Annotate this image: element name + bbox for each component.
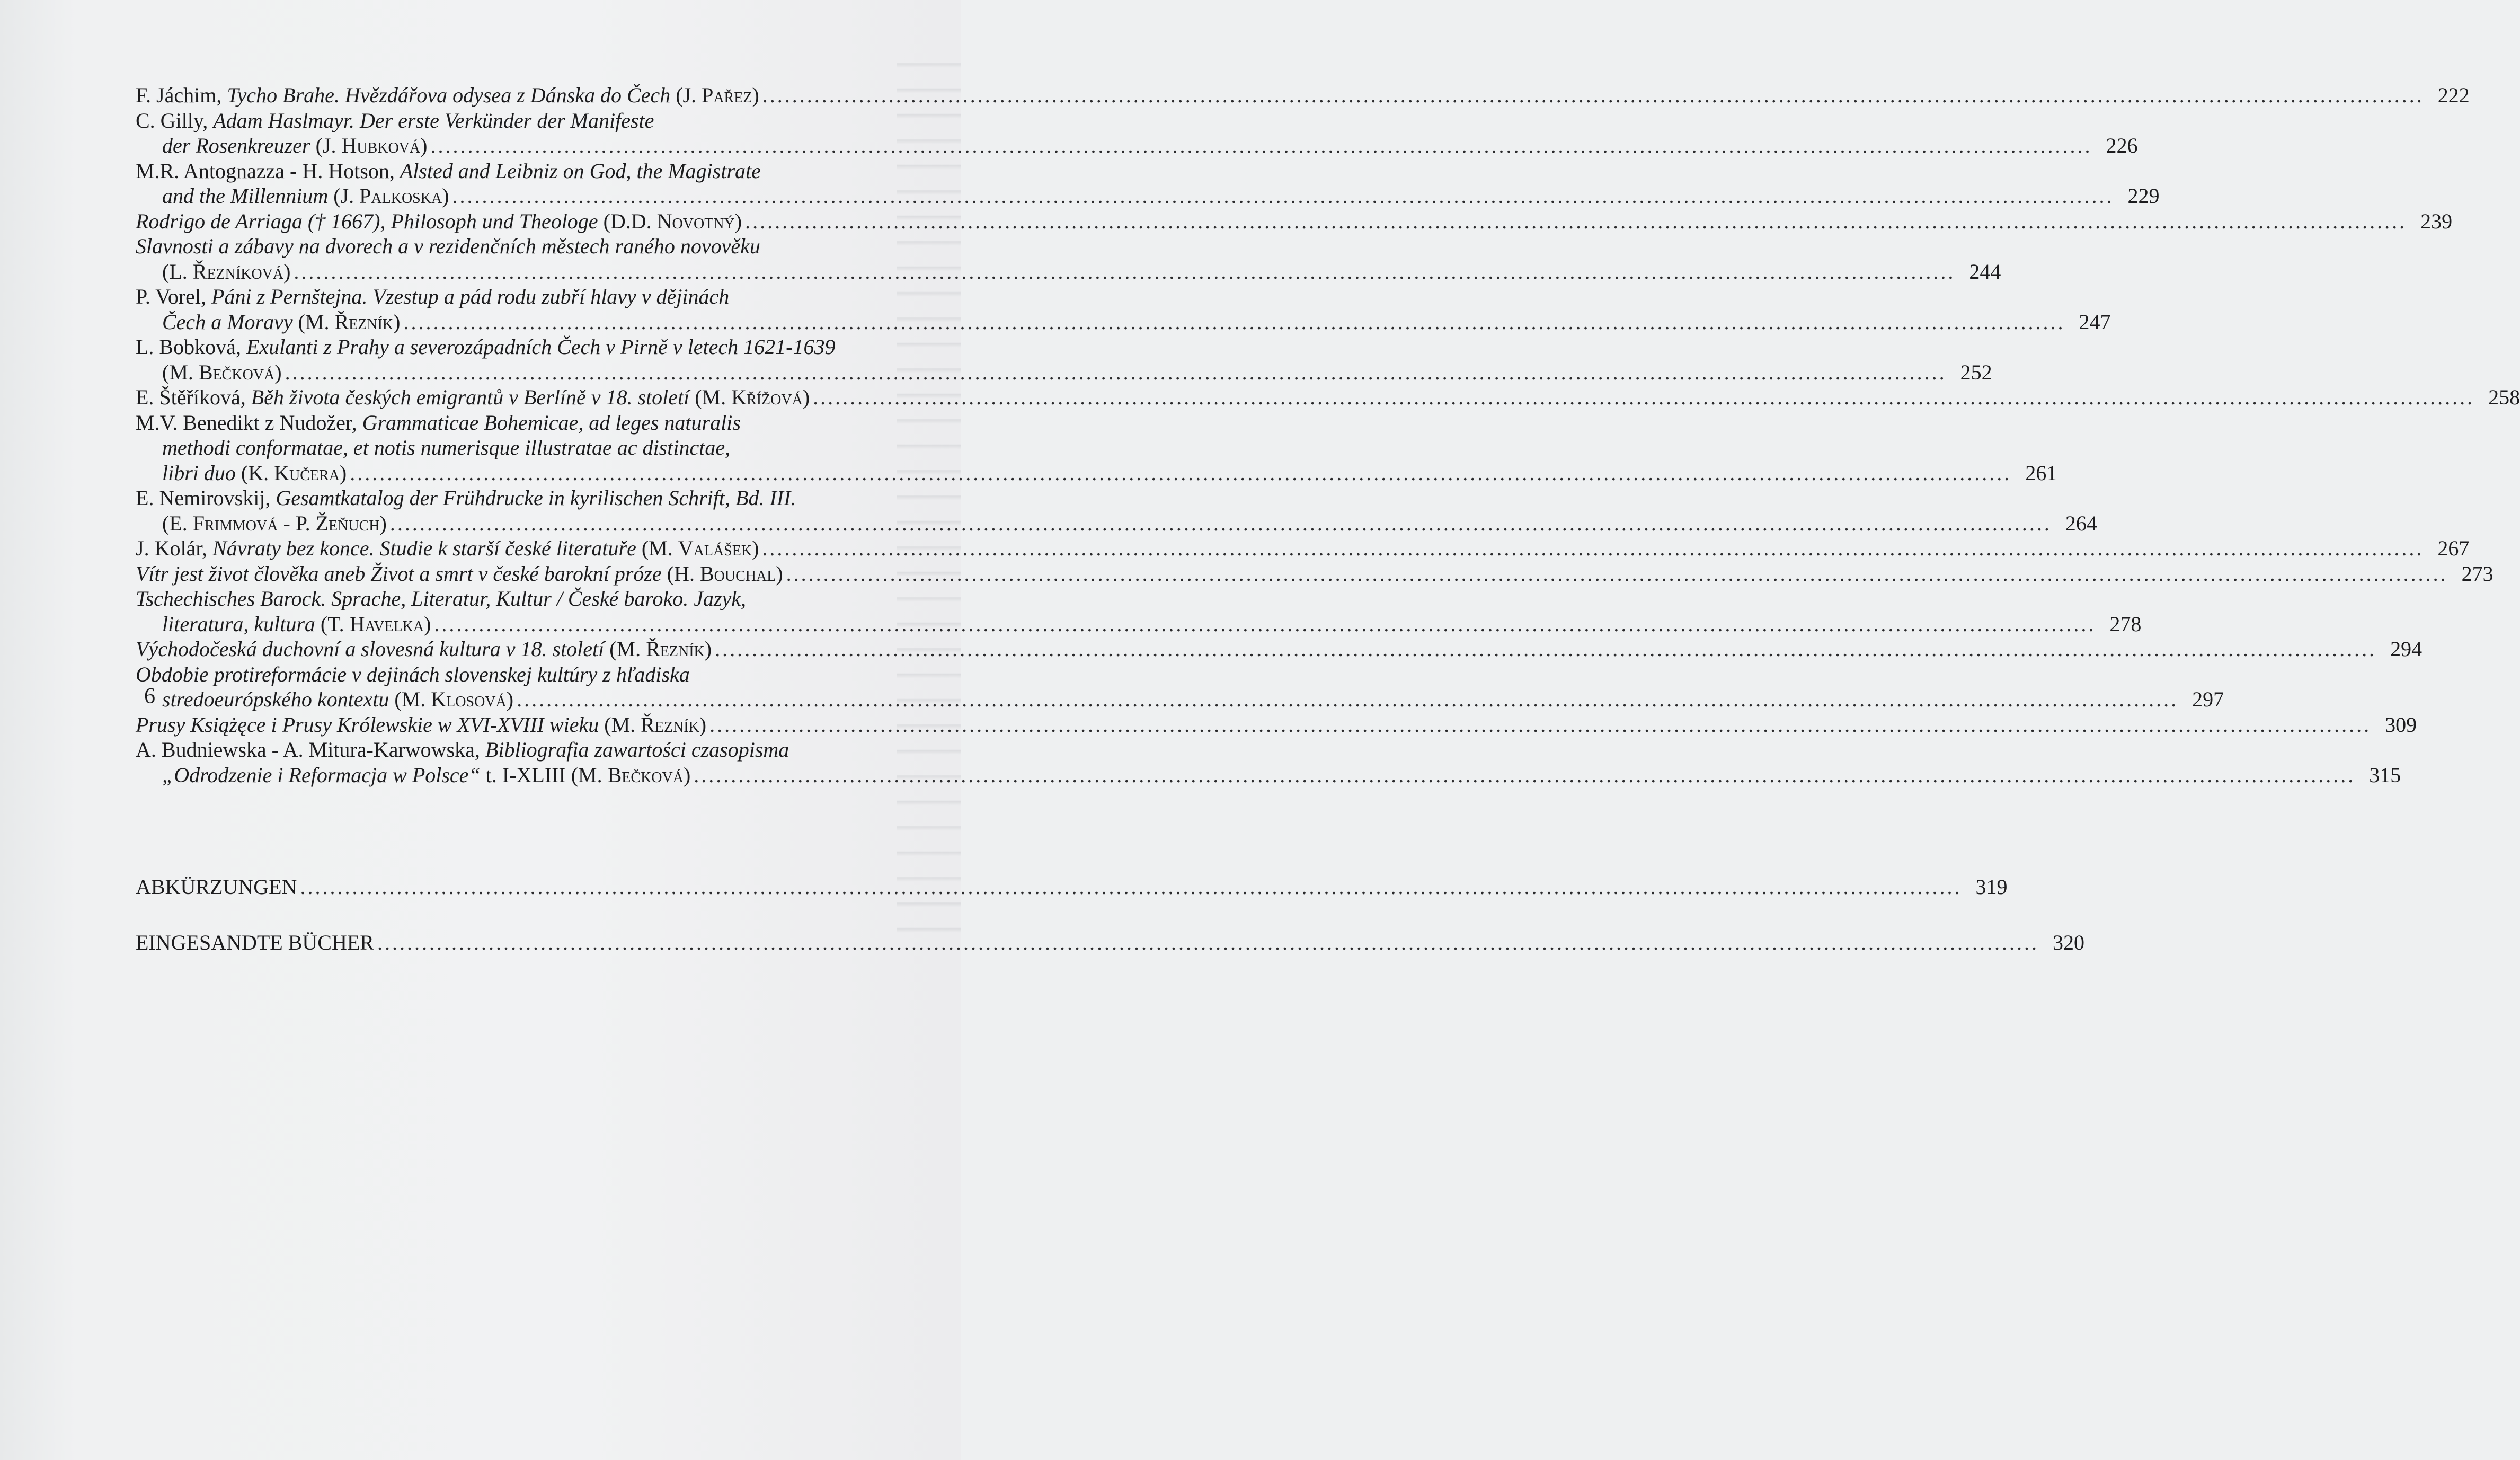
toc-entry-title: Východočeská duchovní a slovesná kultura v 18. století (M. Řezník): [136, 637, 712, 661]
toc-entry-last-line: [136, 385, 2520, 410]
toc-entry-text: [136, 209, 2452, 234]
leader-dots: [300, 874, 1962, 899]
leader-dots: [715, 636, 2376, 662]
toc-entry-first-line: M.V. Benedikt z Nudožer, Grammaticae Bohemicae, ad leges naturalis: [136, 410, 741, 435]
toc-entry-text: [136, 586, 2141, 636]
toc-entry-text: [136, 636, 2422, 662]
toc-entry-first-line: Tschechisches Barock. Sprache, Literatur, Kultur / České baroko. Jazyk,: [136, 587, 747, 610]
leader-dots: [694, 763, 2355, 788]
leader-dots: [390, 511, 2052, 536]
toc-entry-middle-line: methodi conformatae, et notis numerisque illustratae ac distinctae,: [162, 436, 731, 459]
toc-entry-page-number: 229: [2127, 184, 2160, 208]
toc-entry-last-line: [136, 687, 2224, 712]
toc-entry-first-line: L. Bobková, Exulanti z Prahy a severozápadních Čech v Pirně v letech 1621-1639: [136, 335, 836, 359]
toc-entry-first-line: M.R. Antognazza - H. Hotson, Alsted and Leibniz on God, the Magistrate: [136, 158, 761, 183]
toc-entry-page-number: 315: [2369, 763, 2401, 787]
toc-entry: [136, 234, 2001, 284]
leader-dots: [294, 259, 1955, 285]
leader-dots: [517, 687, 2178, 712]
toc-entry-last-line: [136, 636, 2422, 662]
toc-entry-last-line: [136, 763, 2401, 788]
toc-entry-page-number: 252: [1960, 360, 1992, 384]
toc-entry-text: [136, 158, 2160, 209]
toc-entry-title: (L. Řezníková): [162, 259, 291, 284]
toc-entry: [136, 83, 2470, 108]
toc-section-eingesandte-buecher: [136, 930, 2084, 955]
leader-dots: [745, 209, 2407, 234]
table-of-contents: [136, 83, 2520, 787]
toc-entry-text: [136, 334, 1992, 385]
toc-entry-title: Rodrigo de Arriaga († 1667), Philosoph und Theologe (D.D. Novotný): [136, 209, 742, 233]
toc-entry-page-number: 273: [2461, 561, 2494, 586]
toc-entry-last-line: [136, 83, 2470, 108]
toc-entry-title: E. Štěříková, Běh života českých emigrantů v Berlíně v 18. století (M. Křížová): [136, 385, 810, 409]
toc-entry-last-line: [136, 712, 2417, 738]
toc-entry-page-number: 309: [2385, 712, 2417, 737]
toc-entry: [136, 586, 2142, 636]
leader-dots: [434, 612, 2096, 637]
toc-entry: [136, 410, 2057, 486]
toc-entry-text: [136, 385, 2520, 410]
toc-entry-text: [136, 284, 2110, 334]
section-page-number: 319: [1975, 875, 2008, 899]
leader-dots: [430, 133, 2092, 158]
leader-dots: [813, 385, 2474, 410]
toc-entry-text: [136, 737, 2401, 787]
toc-entry: [136, 536, 2470, 561]
toc-entry: [136, 108, 2138, 158]
toc-entry-text: [136, 662, 2224, 712]
toc-entry: [136, 334, 1992, 385]
leader-dots: [452, 183, 2114, 209]
toc-entry-text: [136, 536, 2469, 561]
toc-entry-last-line: [136, 309, 2110, 335]
section-page-number: 320: [2052, 931, 2084, 954]
toc-entry-title: Čech a Moravy (M. Řezník): [162, 309, 401, 334]
leader-dots: [786, 561, 2448, 587]
section-label: ABKÜRZUNGEN: [136, 875, 297, 899]
toc-entry-text: [136, 485, 2097, 536]
toc-entry-last-line: [136, 461, 2057, 486]
toc-entry-first-line: A. Budniewska - A. Mitura-Karwowska, Bibliografia zawartości czasopisma: [136, 738, 789, 762]
toc-entry-page-number: 278: [2109, 612, 2142, 636]
leader-dots: [285, 360, 1947, 385]
toc-entry-title: J. Kolár, Návraty bez konce. Studie k starší české literatuře (M. Valášek): [136, 536, 759, 560]
toc-entry-page-number: 264: [2065, 511, 2097, 535]
toc-entry-page-number: 261: [2025, 461, 2057, 485]
toc-entry-last-line: [136, 360, 1992, 385]
toc-entry: [136, 561, 2494, 587]
toc-entry: [136, 209, 2453, 234]
toc-entry-first-line: C. Gilly, Adam Haslmayr. Der erste Verkünder der Manifeste: [136, 108, 654, 132]
toc-entry-page-number: 247: [2079, 309, 2111, 334]
toc-entry-title: (E. Frimmová - P. Žeňuch): [162, 511, 387, 535]
toc-entry-text: [136, 712, 2417, 738]
leader-dots: [350, 461, 2011, 486]
toc-entry-page-number: 294: [2390, 637, 2423, 661]
leader-dots: [762, 83, 2424, 108]
toc-entry: [136, 636, 2423, 662]
toc-entry-last-line: [136, 209, 2452, 234]
toc-entry-title: F. Jáchim, Tycho Brahe. Hvězdářova odysea z Dánska do Čech (J. Pařez): [136, 83, 759, 107]
toc-entry-first-line: E. Nemirovskij, Gesamtkatalog der Frühdrucke in kyrilischen Schrift, Bd. III.: [136, 486, 796, 510]
leader-dots: [377, 930, 2039, 955]
toc-entry-text: [136, 561, 2494, 587]
toc-entry: [136, 158, 2160, 209]
toc-entry-first-line: Slavnosti a zábavy na dvorech a v rezidenčních městech raného novověku: [136, 234, 760, 258]
toc-entry-page-number: 258: [2488, 385, 2520, 409]
toc-entry-last-line: [136, 561, 2494, 587]
toc-entry-last-line: [136, 536, 2469, 561]
toc-entry-title: „Odrodzenie i Reformacja w Polsce“ t. I-XLIII (M. Bečková): [162, 763, 691, 787]
toc-entry-title: der Rosenkreuzer (J. Hubková): [162, 134, 428, 157]
toc-section-abkuerzungen: [136, 874, 2008, 899]
toc-entry-page-number: 222: [2437, 83, 2470, 107]
toc-entry-last-line: [136, 259, 2001, 285]
toc-entry-last-line: [136, 183, 2160, 209]
toc-entry-title: libri duo (K. Kučera): [162, 461, 347, 485]
toc-entry-title: and the Millennium (J. Palkoska): [162, 184, 449, 208]
toc-entry-page-number: 267: [2437, 536, 2470, 560]
toc-entry: [136, 385, 2520, 410]
toc-entry-last-line: [136, 133, 2137, 158]
toc-entry: [136, 712, 2417, 738]
toc-entry-title: (M. Bečková): [162, 360, 282, 384]
toc-entry-page-number: 239: [2420, 209, 2453, 233]
footer-page-number: 6: [144, 684, 155, 709]
toc-entry-text: [136, 83, 2470, 108]
toc-entry-first-line: P. Vorel, Páni z Pernštejna. Vzestup a pád rodu zubří hlavy v dějinách: [136, 285, 730, 308]
leader-dots: [709, 712, 2371, 738]
toc-entry-page-number: 297: [2192, 687, 2224, 711]
toc-entry: [136, 737, 2401, 787]
toc-entry-title: literatura, kultura (T. Havelka): [162, 612, 431, 636]
leader-dots: [762, 536, 2424, 561]
toc-entry-text: [136, 410, 2057, 486]
section-label: EINGESANDTE BÜCHER: [136, 931, 374, 954]
toc-entry-last-line: [136, 612, 2141, 637]
leader-dots: [403, 309, 2065, 335]
toc-entry: [136, 284, 2111, 334]
toc-entry-text: [136, 108, 2137, 158]
toc-entry-title: Vítr jest život člověka aneb Život a smrt v české barokní próze (H. Bouchal): [136, 561, 783, 586]
toc-entry-title: stredoeurópského kontextu (M. Klosová): [162, 687, 514, 711]
toc-entry: [136, 662, 2224, 712]
toc-entry-page-number: 226: [2106, 134, 2138, 157]
toc-entry-text: [136, 234, 2001, 284]
toc-entry-last-line: [136, 511, 2097, 536]
toc-entry: [136, 485, 2097, 536]
toc-entry-page-number: 244: [1969, 259, 2001, 284]
toc-entry-first-line: Obdobie protireformácie v dejinách slovenskej kultúry z hľadiska: [136, 662, 690, 686]
toc-entry-title: Prusy Książęce i Prusy Królewskie w XVI-XVIII wieku (M. Řezník): [136, 712, 707, 737]
